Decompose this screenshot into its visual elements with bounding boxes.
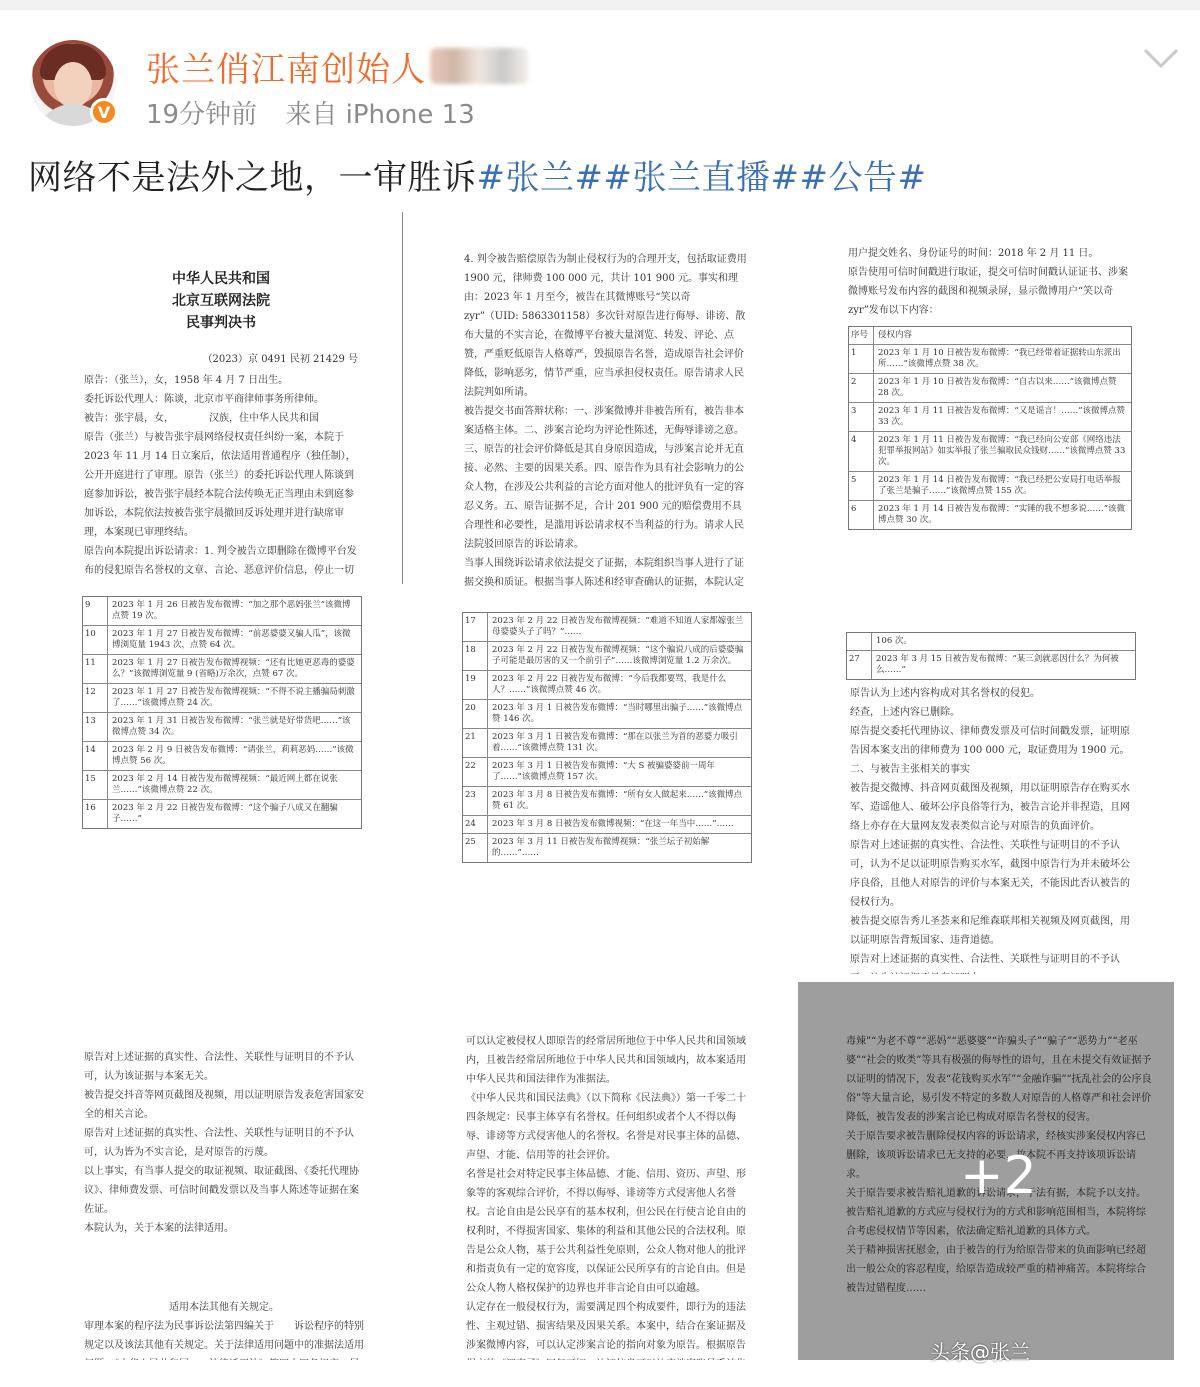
table-row: 2 2023 年 1 月 10 日被告发布微博：“自古以来……”该微博点赞 28 次。 [849,374,1131,403]
post-time: 19分钟前 [146,100,258,130]
table-row: 6 2023 年 1 月 14 日被告发布微博：“实锤的我不想多说……”该微博点赞 30 次。 [849,501,1131,529]
table-row: 106 次。 [847,633,1135,651]
image-doc-2[interactable] [456,240,756,590]
doc6-body: 原告认为上述内容构成对其名誉权的侵犯。 经查，上述内容已删除。 原告提交委托代理协议、律师费发票及可信时间戳发票，证明原告因本案支出的律师费为 100 000 元，取证费用为 1900 元。 二、与被告主张相关的事实 被告提交微博、抖音网页截图及视频，用以证明原告存在购买水军、造谣他人、破坏公序良俗等行为，被告言论并非捏造，且网络上亦存在大量网友发表类似言论与对原告的负面评价。 原告对上述证据的真实性、合法性、关联性与证明目的不予认可，认为不足以证明原告购买水军，截图中原告行为并未破坏公序良俗，且他人对原告的评价与本案无关，不能因此否认被告的侵权行为。 被告提交原告秀儿圣荟来和尼维森联邦相关视频及网页截图，用以证明原告背叛国家、违背道德。 原告对上述证据的真实性、合法性、关联性与证明目的不予认 [850,688,1130,965]
table-row: 10 2023 年 1 月 27 日被告发布微博：“前恶婆婆又骗人瓜”，该微博浏览量 1943 次，点赞 64 次。 [83,626,361,655]
verified-v-icon: V [90,98,118,126]
doc3-intro: 用户提交姓名、身份证号的时间：2018 年 2 月 11 日。 原告使用可信时间戳进行取证，提交可信时间戳认证证书、涉案微博账号发布内容的截图和视频录屏，显示微博用户“笑以奇 zyr”发布以下内容： [848,248,1128,316]
table-row: 11 2023 年 1 月 27 日被告发布微博视频：“还有比她更恶毒的婆婆么？”该微博浏览量 9 (省略)万余次，点赞 67 次。 [83,655,361,684]
table-row: 21 2023 年 3 月 1 日被告发布微博：“那在以张兰为首的恶婆力吸引着……”该微博点赞 131 次。 [463,729,751,758]
table-row: 24 2023 年 3 月 8 日被告发布微博视频：“在这一年当中……”…… [463,816,751,834]
doc8-body: 可以认定被侵权人即原告的经常居所地位于中华人民共和国领域内，且被告经常居所地位于中华人民共和国领域内，故本案适用中华人民共和国法律作为准据法。 《中华人民共和国民法典》（以下简称《民法典》）第一千零二十四条规定：民事主体享有名誉权。任何组织或者个人不得以侮辱、诽谤等方式侵害他人的名誉权。名誉是对民事主体的品德、声望、才能、信用等的社会评价。 名誉是社会对特定民事主体品德、才能、信用、资历、声望、形象等的客观综合评价，不得以侮辱、诽谤等方式侵害他人名誉权。言论自由是公民享有的基本权利，但公民在行使言论自由的权利时，不得损害国家、集体的利益和其他公民的合法权利。原告是公众人物，基于公共利益性免原则，公众人物对他人的批评和指责负有一定的宽容度，以保证公民所享有的言论自由。但是公众人物人格权保护的边界也并非言论自由可以逾越。 认定存在一般侵权行为，需要满足四个构成要件，即行为的违法性、主观过错、损害结果及因果关系。本案中，结合在案证据及涉案微博内容，可以认定涉案言论的指向对象为原告。根据原告 [466,1036,746,1351]
doc1-body: 原告：（张兰），女，1958 年 4 月 7 日出生。 委托诉讼代理人：陈谈，北京市平商律师事务所律师。 被告：张宇晨，女， 汉族，住中华人民共和国 原告（张兰）与被告张宇晨网络侵权责任纠纷一案，本院于 2023 年 11 月 14 日立案后，依法适用普通程序（独任制），公开开庭进行了审理。原告（张兰）的委托诉讼代理人陈谈到庭参加诉讼，被告张宇晨经本院合法传唤无正当理由未到庭参加诉讼，本院依法按被告张宇晨撤回反诉处理并进行缺席审理，本案现已审理终结。 原告向本院提出诉讼请求：1. 判令被告立即删除在微博平台发布的侵犯原告名誉权的文章、言论、恶意评价信息，停止一切 [84,375,357,576]
table-row: 22 2023 年 3 月 1 日被告发布微博：“大 S 被骗婆婆前一周年了……”该微博点赞 157 次。 [463,758,751,787]
table-row: 14 2023 年 2 月 9 日被告发布微博：“请张兰，莉莉恶妈……”该微博点赞 56 次。 [83,742,361,771]
table-row: 15 2023 年 2 月 14 日被告发布微博视频：“最近网上都在说张兰……”该微博点赞 22 次。 [83,771,361,800]
doc1-case-number: （2023）京 0491 民初 21429 号 [202,354,358,365]
table-row: 9 2023 年 1 月 26 日被告发布微博：“加之那个恶妈张兰”该微博点赞 19 次。 [83,597,361,626]
doc6-table [846,632,1136,680]
chevron-down-icon[interactable] [1142,46,1180,70]
doc3-table [848,326,1132,530]
table-row: 5 2023 年 1 月 14 日被告发布微博：“我已经把公安局打电话举报了张兰是骗子……”该微博点赞 155 次。 [849,472,1131,501]
top-bar [0,0,1200,10]
table-row: 18 2023 年 2 月 22 日被告发布微博视频：“这个骗说八成的后婆婆骗子可能是最厉害的又一个前引子”……该微博浏览量 1.2 万余次。 [463,642,751,671]
hashtag-zhanglan-live[interactable]: #张兰直播# [603,158,800,198]
blurred-badge-area [430,48,528,84]
image-doc-1[interactable] [76,220,366,590]
watermark: 头条@张兰 [930,1340,1030,1364]
table-row: 20 2023 年 3 月 1 日被告发布微博：“当时哪里出骗子……”该微博点赞 146 次。 [463,700,751,729]
username[interactable]: 张兰俏江南创始人 [146,50,426,90]
divider [402,212,403,584]
doc1-title: 中华人民共和国 北京互联网法院 民事判决书 [172,271,270,331]
table-row: 3 2023 年 1 月 11 日被告发布微博：“又是谣言！……”该微博点赞 33 次。 [849,403,1131,432]
hashtag-zhanglan[interactable]: #张兰# [476,158,604,198]
table-row: 13 2023 年 1 月 31 日被告发布微博：“张兰就是好带货吧……”该微博点赞 34 次。 [83,713,361,742]
image-doc-4[interactable] [76,596,368,974]
image-doc-3[interactable] [840,234,1140,590]
image-doc-7[interactable] [76,1038,372,1360]
table-row: 23 2023 年 3 月 8 日被告发布微博：“所有女人做起来……”该微博点赞 61 次。 [463,787,751,816]
post-body-text: 网络不是法外之地，一审胜诉 [28,158,477,198]
table-row: 27 2023 年 3 月 15 日被告发布微博：“某三剑就恶因什么？为何被么……” [847,651,1135,679]
table-row: 17 2023 年 2 月 22 日被告发布微博视频：“难道不知道人家都嫁张兰母婆婆头子了吗？”…… [463,613,751,642]
post-body [28,150,926,199]
doc9-body: 毒辣”“为老不尊”“恶妈”“恶婆婆”“诈骗头子”“骗子”“恶势力”“老巫婆”“社会的败类”等具有极强的侮辱性的语句，且在未提交有效证据予以证明的情况下，发表“花钱购买水军”“金融诈骗”“抚乱社会的公序良俗”等大量言论，易引发不特定的多数人对原告的人格尊严和社会评价降低，被告发表的涉案言论已构成对原告名誉权的侵害。 关于原告要求被告删除侵权内容的诉讼请求，经核实涉案侵权内容已删除，该项诉讼请求已无支持的必要，故本院不再支持该项诉讼请求。 关于原告要求被告赔礼道歉的诉讼请求，于法有据，本院予以支持。被告赔礼道歉的方式应与侵权行为的方式和影响范围相当，本院将综合考虑侵权情节等因素，依法确定赔礼道歉的具体方式。 关于精神损害抚慰金，由于被告的行为给原告带来的负面影响已经超出一般公众的容忍程度，给原告造成较严重的精神痛苦。本院将综合被告过错程度…… [846,1036,1152,1294]
image-doc-8[interactable] [458,1022,756,1360]
post-source: 来自 iPhone 13 [285,100,475,130]
table-row: 1 2023 年 1 月 10 日被告发布微博：“我已经带着证据转山东派出所……”该微博点赞 38 次。 [849,345,1131,374]
doc7-body: 原告对上述证据的真实性、合法性、关联性与证明目的不予认可，认为该证据与本案无关。 被告提交抖音等网页截图及视频，用以证明原告发表危害国家安全的相关言论。 原告对上述证据的真实性、合法性、关联性与证明目的不予认可，认为皆为不实言论，是对原告的污蔑。 以上事实，有当事人提交的取证视频、取证截图、《委托代理协议》、律师费发票、可信时间戳发票以及当事人陈述等证据在案佐证。 本院认为，关于本案的法律适用。 适用本法其他有关规定。 审理本案的程序法为民事诉讼法第四编关于 诉讼程序的特别规定以及该法其他有关规定。关于法律适用问题中的准据法适用 [84,1052,364,1351]
more-images-count[interactable]: +2 [960,1146,1037,1206]
image-doc-9-more[interactable] [798,982,1174,1360]
post-meta [146,94,495,131]
hashtag-announcement[interactable]: #公告# [799,158,927,198]
doc2-body: 4. 判令被告赔偿原告为制止侵权行为的合理开支，包括取证费用 1900 元，律师费 100 000 元，共计 101 900 元。事实和理由：2023 年 1 月至今，被告在其微博账号“笑以奇 zyr”（UID: 5863301158）多次针对原告进行侮辱、诽谤、散布大量的不实言论，在微博平台被大量浏览、转发、评论、点赞，严重贬低原告人格尊严，毁损原告名誉，造成原告社会评价降低，影响恶劣，情节严重，应当承担侵权责任。原告请求人民法院判如所请。 被告提交书面答辩状称：一、涉案微博并非被告所有，被告非本案适格主体。二、涉案言论均为评论性陈述，无侮辱诽谤之意。三、原告的社会评价降低是其自身原因造成，与涉案言论并无直接、必然、主要的因果关系。四、原告作为具有社会影响力的公众人物，在涉及公共利益的言论方面对他人的批评负有一定的容忍义务。五、原告证据不足，合计 201 900 元的赔偿费用不具合理性和必要性，是滥用诉讼请求权不当利益的行为。请求人民法院驳回原告的诉讼请求。 当事人围绕诉讼请求依法提交了证据，本院组织当事人进行了证据交换和质证。根据当事人陈述和经审查确认的证据，本院认定 [464,254,747,588]
image-doc-6[interactable] [842,630,1140,974]
table-row: 25 2023 年 3 月 11 日被告发布微博视频：“张兰坛子初始解的……”…… [463,834,751,862]
table-row: 16 2023 年 2 月 22 日被告发布微博：“这个骗子八成又在翻骗子……” [83,800,361,828]
table-row: 12 2023 年 1 月 27 日被告发布微博视频：“不得不说主播骗局刺激了……”该微博点赞 24 次。 [83,684,361,713]
table-row: 4 2023 年 1 月 11 日被告发布微博：“我已经向公安部《网络违法犯罪举报网站》如实举报了张兰骗取民众钱财……”该微博点赞 33 次。 [849,432,1131,472]
table-header: 序号 侵权内容 [849,327,1131,345]
doc5-table [462,612,752,863]
image-doc-5[interactable] [460,612,754,974]
doc4-table [82,596,362,829]
table-row: 19 2023 年 2 月 22 日被告发布微博：“今后我都要骂，我是什么人？……”该微博点赞 46 次。 [463,671,751,700]
